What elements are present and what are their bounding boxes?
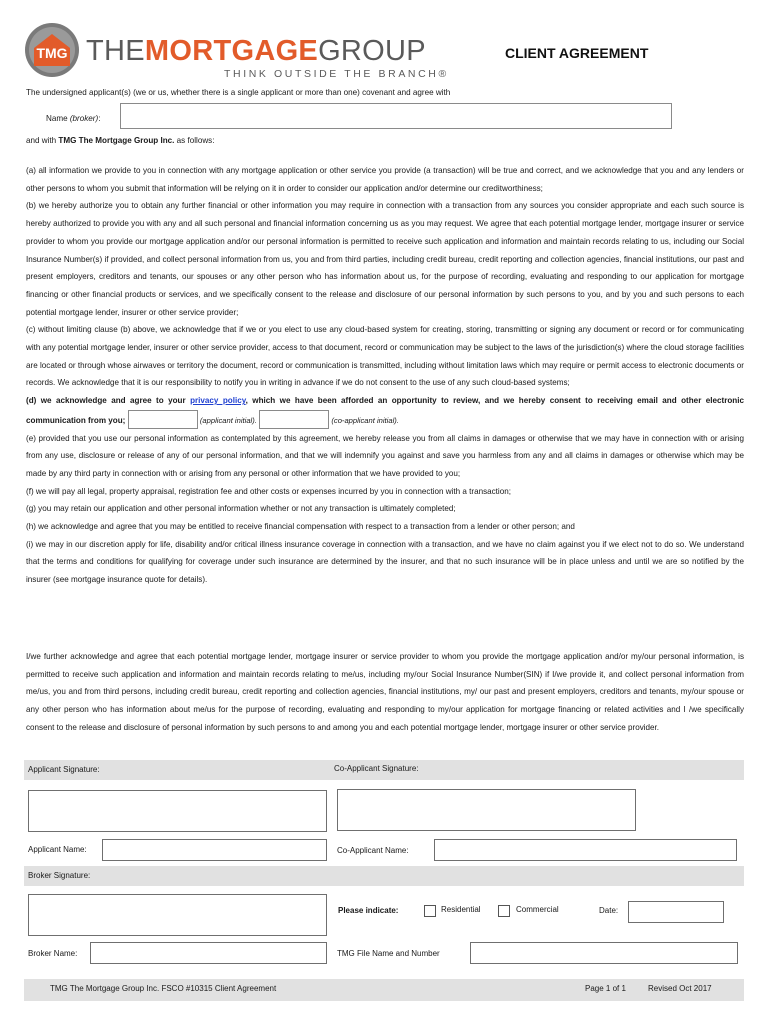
brand-mortgage: MORTGAGE xyxy=(144,35,319,67)
commercial-checkbox[interactable] xyxy=(498,905,510,917)
co-applicant-name-label: Co-Applicant Name: xyxy=(337,846,409,855)
footer-left-text: TMG The Mortgage Group Inc. FSCO #10315 Client Agreement xyxy=(50,984,277,993)
broker-name-label-bottom: Broker Name: xyxy=(28,949,78,958)
co-applicant-name-field[interactable] xyxy=(434,839,737,861)
tmg-file-label: TMG File Name and Number xyxy=(337,949,440,958)
and-with-text: and with TMG The Mortgage Group Inc. as follows: xyxy=(26,136,215,145)
applicant-name-field[interactable] xyxy=(102,839,327,861)
tmg-file-field[interactable] xyxy=(470,942,738,964)
clause-h: (h) we acknowledge and agree that you may be entitled to receive financial compensation with respect to a transaction from a lender or other person; and xyxy=(26,522,575,532)
broker-signature-row xyxy=(24,866,744,886)
clause-e: (e) provided that you use our personal information as contemplated by this agreement, we hereby release you from all claims in damages or otherwise that we may have in connection with or arising from any use, disclosure or release of any of our personal information, and that we will indemnify you against and save you harmless from any and all claims in damages or otherwise which may be made by any third party in connection with or arising from any personal or other information that we have provided to you; xyxy=(26,433,744,478)
clause-g: (g) you may retain our application and other personal information whether or not any transaction is ultimately completed; xyxy=(26,504,456,514)
co-applicant-signature-label: Co-Applicant Signature: xyxy=(334,764,419,773)
brand-tagline: THINK OUTSIDE THE BRANCH® xyxy=(224,68,449,80)
footer-page-number: Page 1 of 1 xyxy=(585,984,626,993)
commercial-label: Commercial xyxy=(516,905,559,914)
broker-name-field-bottom[interactable] xyxy=(90,942,327,964)
broker-name-field[interactable] xyxy=(120,103,672,129)
clause-i: (i) we may in our discretion apply for life, disability and/or critical illness insurance coverage in connection with a transaction, and we have no claim against you if we elect not to do so. We understand that the terms and conditions for qualifying for coverage under such insurance are determined by the insurer, and that no such insurance will be in place unless and until we are so notified by the insurer (see mortgage insurance quote for details). xyxy=(26,539,744,585)
applicant-name-label: Applicant Name: xyxy=(28,845,87,854)
residential-label: Residential xyxy=(441,905,481,914)
date-field[interactable] xyxy=(628,901,724,923)
brand-wordmark xyxy=(86,36,426,66)
brand-group: GROUP xyxy=(318,35,426,67)
broker-name-label: Name (broker): xyxy=(46,114,101,123)
please-indicate-label: Please indicate: xyxy=(338,906,399,915)
co-applicant-signature-field[interactable] xyxy=(337,789,636,831)
document-title: CLIENT AGREEMENT xyxy=(505,45,649,61)
applicant-signature-label: Applicant Signature: xyxy=(28,765,100,774)
applicant-initial-label: (applicant initial). xyxy=(199,415,257,425)
co-applicant-initial-field[interactable] xyxy=(259,410,329,429)
clause-a: (a) all information we provide to you in connection with any mortgage application or other service you provide (a transaction) will be true and correct, and we acknowledge that you and any lenders or other persons to whom you submit that information will be relying on it in order to consider our application and/or determine our creditworthiness; xyxy=(26,166,744,193)
clause-f: (f) we will pay all legal, property appraisal, registration fee and other costs or expenses incurred by you in connection with a transaction; xyxy=(26,486,511,496)
tmg-logo-icon xyxy=(24,22,80,78)
clause-b: (b) we hereby authorize you to obtain any further financial or other information you may require in connection with a transaction from any sources you consider appropriate and each such source is hereby authorized to provide you with any and all such personal and financial information concerning us as you may request. We agree that each potential mortgage lender, mortgage insurer or service provider to whom you provide our mortgage application and/or our personal information is permitted to receive such application and information and maintain records relating to us, including our Social Insurance Number(s) if provided, and collect personal information from us, you and from third parties, including credit bureau, credit reporting and collection agencies, financial institutions, our past and present employers, creditors and tenants, our spouses or any other person who has information about us, for the purpose of recording, evaluating and responding to our application for mortgage financing or other financial products or services, and we specifically consent to the release and disclosure of our personal information by such persons to you, and by you and such persons to each potential mortgage lender, insurer or other service provider; xyxy=(26,201,744,317)
intro-text: The undersigned applicant(s) (we or us, whether there is a single applicant or more than one) covenant and agree with xyxy=(26,88,451,97)
brand-the: THE xyxy=(86,35,145,67)
date-label: Date: xyxy=(599,906,619,915)
broker-signature-label: Broker Signature: xyxy=(28,871,91,880)
broker-signature-field[interactable] xyxy=(28,894,327,936)
footer-revised: Revised Oct 2017 xyxy=(648,984,712,993)
svg-text:TMG: TMG xyxy=(36,45,68,61)
clause-c: (c) without limiting clause (b) above, we acknowledge that if we or you elect to use any cloud-based system for creating, storing, transmitting or signing any document or record or for communicating with any potential mortgage lender, insurer or other service provider, access to that document, record or communication may be subject to the laws of the jurisdiction(s) where the cloud storage facilities are located or through whose airwaves or territory the document, record or communication is transmitted, including without limitation laws which may require or permit access to electronic documents or records. We acknowledge that it is our responsibility to notify you in writing in advance if we do not consent to the use of any such cloud-based systems; xyxy=(26,325,744,388)
privacy-policy-link[interactable]: privacy policy xyxy=(190,396,246,406)
acknowledgement-text: I/we further acknowledge and agree that each potential mortgage lender, mortgage insurer or service provider to whom you provide the mortgage application and/or my/our personal information, is permitted to receive such application and information and maintain records relating to me/us, including my/our Social Insurance Number(SIN) if I/we provide it, and collect personal information from me/us, you and from third persons, including credit bureau, credit reporting and collection agencies, financial institutions, my/ our past and present employers, creditors and tenants, my/our spouse or any other person who has information about me/us for the purpose of recording, evaluating and responding to my/our application for mortgage financing or related activities and I /we specifically consent to the release and disclosure of personal information by such persons to and among you and each potential mortgage lender, mortgage insurer or other service provider. xyxy=(26,652,744,732)
applicant-signature-field[interactable] xyxy=(28,790,327,832)
clauses xyxy=(26,162,744,589)
applicant-initial-field[interactable] xyxy=(128,410,198,429)
co-applicant-initial-label: (co-applicant initial). xyxy=(331,415,399,425)
residential-checkbox[interactable] xyxy=(424,905,436,917)
clause-d: (d) we acknowledge and agree to your privacy policy, which we have been afforded an opportunity to review, and we hereby consent to receiving email and other electronic communication from you; (applicant initial). (co-applicant initial). xyxy=(26,392,744,429)
